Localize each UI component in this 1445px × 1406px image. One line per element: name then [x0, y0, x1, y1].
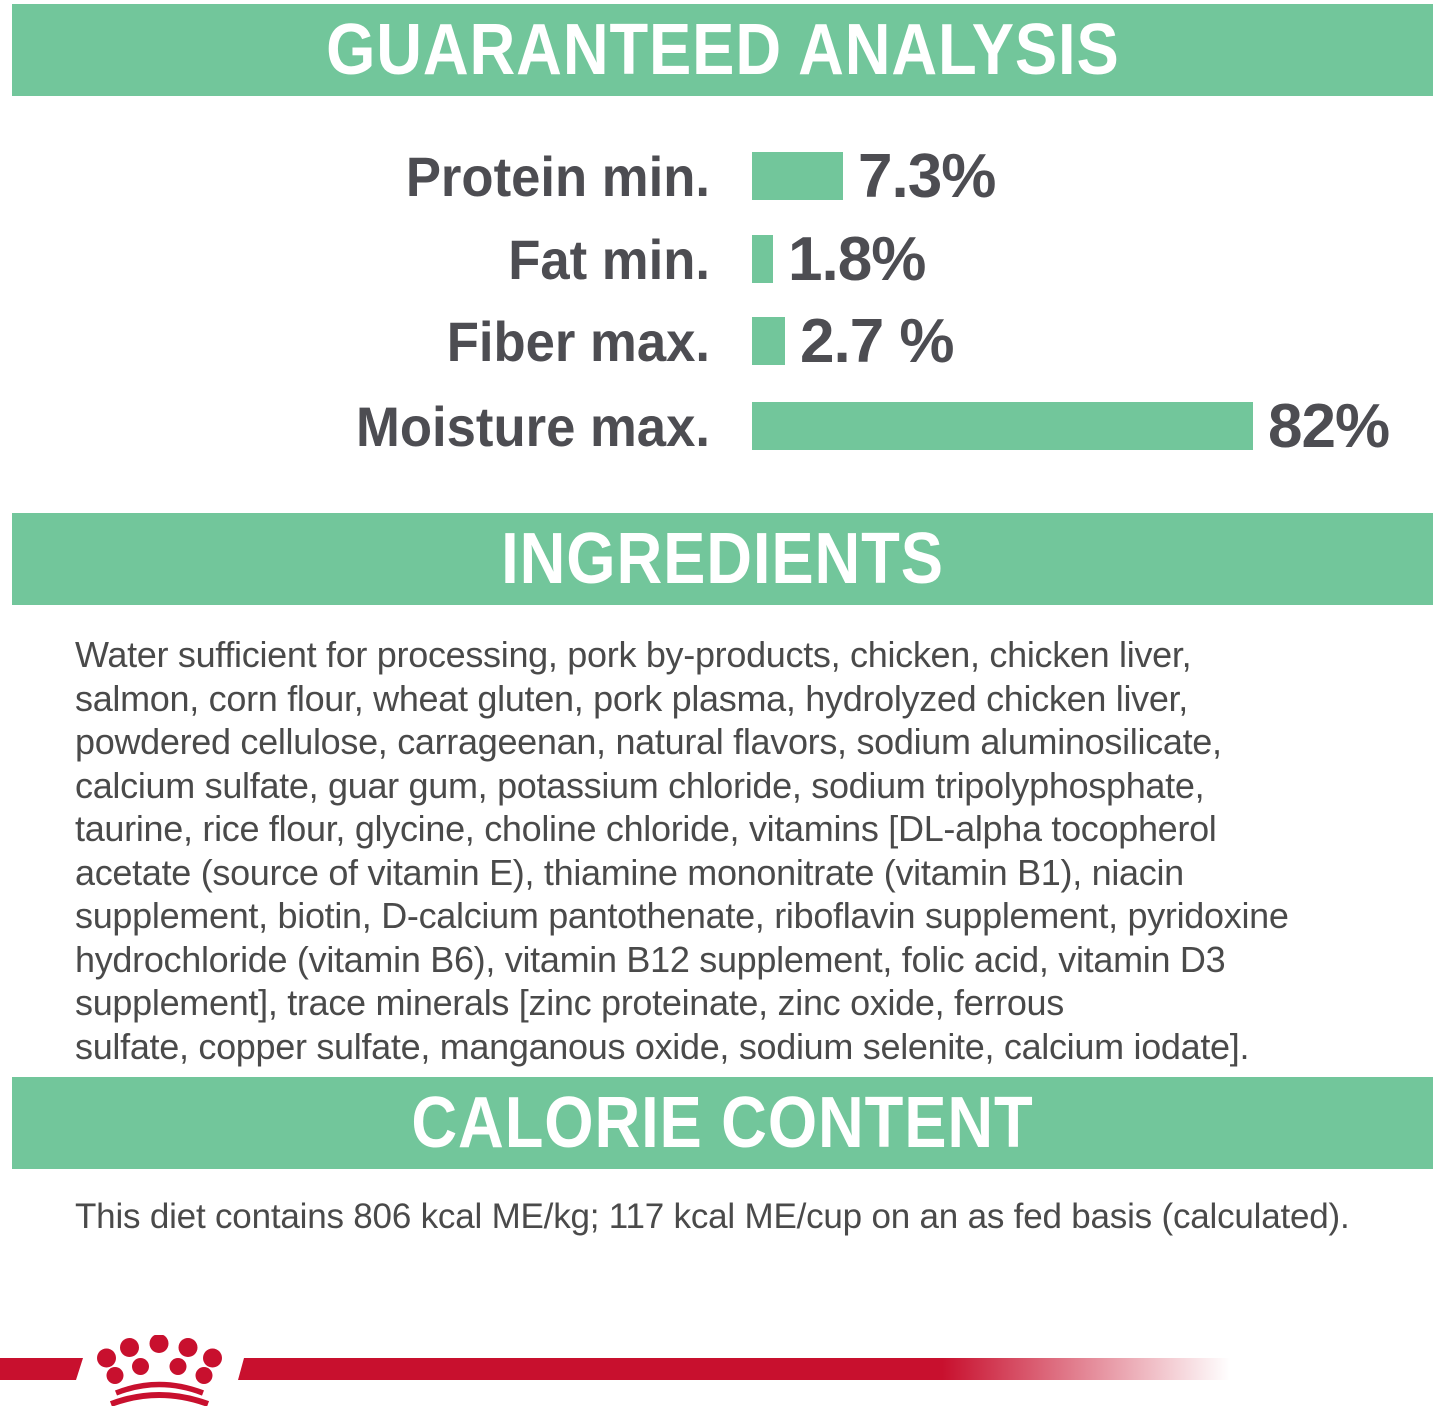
ga-row-fiber [0, 306, 1445, 376]
ingredient-line: acetate (source of vitamin E), thiamine mononitrate (vitamin B1), niacin [75, 851, 1184, 893]
ingredients-title: INGREDIENTS [501, 519, 944, 599]
ga-label-moisture: Moisture max. [356, 394, 710, 458]
ga-value-protein: 7.3% [858, 141, 996, 211]
guaranteed-analysis-band [12, 4, 1433, 96]
ingredients-band [12, 513, 1433, 605]
ingredient-line: salmon, corn flour, wheat gluten, pork plasma, hydrolyzed chicken liver, [75, 677, 1188, 719]
ingredient-line: supplement], trace minerals [zinc proteinate, zinc oxide, ferrous [75, 982, 1064, 1023]
ingredient-line: powdered cellulose, carrageenan, natural flavors, sodium aluminosilicate, [75, 721, 1222, 762]
ga-row-fat [0, 224, 1445, 294]
guaranteed-analysis-title: GUARANTEED ANALYSIS [325, 10, 1120, 90]
ga-value-moisture: 82% [1268, 391, 1390, 461]
ingredient-line: Water sufficient for processing, pork by-products, chicken, chicken liver, [75, 634, 1192, 675]
ga-label-protein: Protein min. [405, 144, 710, 208]
ingredients-text [75, 633, 1415, 1068]
ingredient-line: sulfate, copper sulfate, manganous oxide, sodium selenite, calcium iodate]. [75, 1025, 1250, 1067]
ga-bar-moisture [752, 402, 1253, 450]
ga-label-fat: Fat min. [508, 227, 710, 291]
red-ribbon-right [238, 1358, 1230, 1380]
calorie-content-title: CALORIE CONTENT [411, 1083, 1034, 1163]
ga-bar-fat [752, 235, 773, 283]
calorie-content-band [12, 1077, 1433, 1169]
royal-canin-crown-icon [80, 1335, 240, 1406]
ga-row-moisture [0, 391, 1445, 461]
calorie-statement: This diet contains 806 kcal ME/kg; 117 kcal ME/cup on an as fed basis (calculated). [75, 1197, 1350, 1236]
ingredient-line: hydrochloride (vitamin B6), vitamin B12 supplement, folic acid, vitamin D3 [75, 938, 1226, 980]
ga-bar-protein [752, 152, 843, 200]
ingredient-line: supplement, biotin, D-calcium pantothenate, riboflavin supplement, pyridoxine [75, 895, 1289, 936]
ga-value-fat: 1.8% [788, 224, 926, 294]
ingredient-line: taurine, rice flour, glycine, choline chloride, vitamins [DL-alpha tocopherol [75, 808, 1217, 849]
ga-label-fiber: Fiber max. [446, 309, 710, 373]
ga-bar-fiber [752, 317, 785, 365]
red-ribbon-left [0, 1358, 83, 1380]
ga-value-fiber: 2.7 % [800, 306, 954, 376]
ga-row-protein [0, 141, 1445, 211]
ingredient-line: calcium sulfate, guar gum, potassium chloride, sodium tripolyphosphate, [75, 764, 1205, 806]
